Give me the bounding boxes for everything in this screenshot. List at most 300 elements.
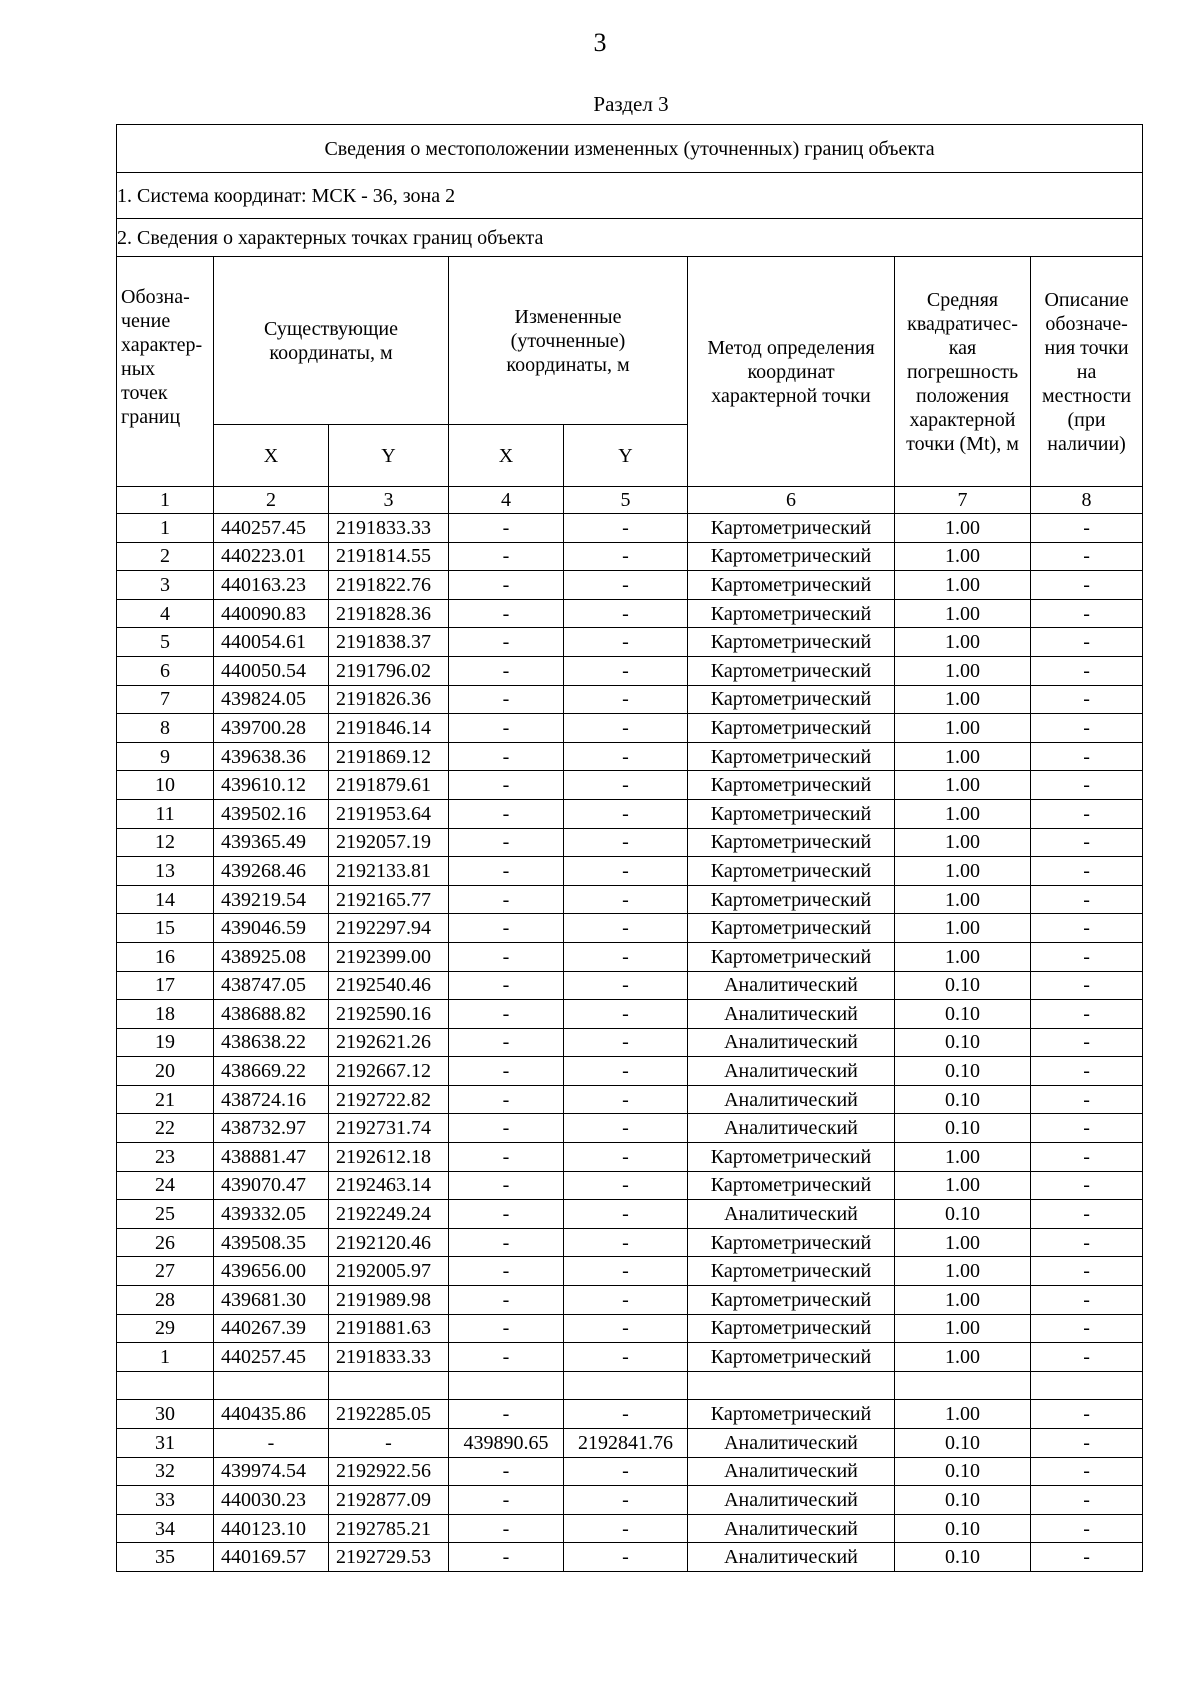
method-cell: Картометрический [688,1314,895,1343]
existing-x-cell: 440169.57 [214,1543,329,1572]
changed-x-cell: - [449,1257,564,1286]
mean-error-cell: 1.00 [895,914,1031,943]
changed-y-cell: - [564,1514,688,1543]
existing-y-cell: 2192785.21 [329,1514,449,1543]
changed-x-cell: - [449,599,564,628]
changed-y-cell: - [564,1286,688,1315]
description-cell: - [1031,1143,1143,1172]
point-number-cell: 18 [117,1000,214,1029]
changed-x-cell: - [449,1286,564,1315]
empty-cell [688,1371,895,1400]
table-row [117,742,1143,771]
existing-y-cell: 2191989.98 [329,1286,449,1315]
point-number-cell: 17 [117,971,214,1000]
description-cell: - [1031,1429,1143,1458]
changed-x-cell: - [449,1457,564,1486]
changed-y-cell: - [564,714,688,743]
description-cell: - [1031,542,1143,571]
changed-y-cell: - [564,828,688,857]
point-number-cell: 22 [117,1114,214,1143]
description-cell: - [1031,885,1143,914]
mean-error-cell: 0.10 [895,971,1031,1000]
method-cell: Картометрический [688,656,895,685]
header-designation: Обозна- чение характер- ных точек границ [117,257,214,487]
existing-x-cell: 439332.05 [214,1200,329,1229]
table-title: Сведения о местоположении измененных (уточненных) границ объекта [117,125,1143,173]
existing-x-cell: 439502.16 [214,799,329,828]
changed-y-cell: - [564,971,688,1000]
existing-x-cell: 439268.46 [214,857,329,886]
table-row [117,1171,1143,1200]
description-cell: - [1031,1000,1143,1029]
table-row [117,599,1143,628]
point-number-cell: 2 [117,542,214,571]
existing-y-cell: 2191869.12 [329,742,449,771]
existing-x-cell: 438881.47 [214,1143,329,1172]
existing-x-cell: - [214,1429,329,1458]
method-cell: Картометрический [688,799,895,828]
description-cell: - [1031,571,1143,600]
changed-x-cell: - [449,914,564,943]
changed-x-cell: - [449,542,564,571]
table-row [117,1000,1143,1029]
description-cell: - [1031,656,1143,685]
description-cell: - [1031,1543,1143,1572]
method-cell: Картометрический [688,942,895,971]
point-number-cell: 19 [117,1028,214,1057]
mean-error-cell: 0.10 [895,1429,1031,1458]
section-title: Раздел 3 [593,92,669,116]
changed-x-cell: - [449,1228,564,1257]
existing-y-cell: 2192285.05 [329,1400,449,1429]
mean-error-cell: 1.00 [895,1228,1031,1257]
method-cell: Картометрический [688,714,895,743]
point-number-cell: 15 [117,914,214,943]
existing-x-cell: 440267.39 [214,1314,329,1343]
point-number-cell: 33 [117,1486,214,1515]
method-cell: Картометрический [688,914,895,943]
method-cell: Картометрический [688,1343,895,1372]
header-row-1 [117,257,1143,425]
empty-cell [895,1371,1031,1400]
existing-x-cell: 440163.23 [214,571,329,600]
changed-x-cell: - [449,571,564,600]
existing-x-cell: 440050.54 [214,656,329,685]
method-cell: Картометрический [688,742,895,771]
point-number-cell: 32 [117,1457,214,1486]
page-number: 3 [593,28,607,57]
changed-y-cell: - [564,1200,688,1229]
table-row [117,514,1143,543]
table-row [117,942,1143,971]
changed-y-cell: - [564,914,688,943]
changed-x-cell: - [449,1543,564,1572]
method-cell: Аналитический [688,1514,895,1543]
method-cell: Аналитический [688,1085,895,1114]
header-y-existing: Y [329,425,449,487]
existing-x-cell: 440030.23 [214,1486,329,1515]
points-caption-row [117,219,1143,257]
table-row [117,1314,1143,1343]
existing-x-cell: 439365.49 [214,828,329,857]
changed-x-cell: - [449,1057,564,1086]
method-cell: Картометрический [688,571,895,600]
table-row [117,1343,1143,1372]
mean-error-cell: 0.10 [895,1457,1031,1486]
table-row [117,1457,1143,1486]
changed-x-cell: - [449,1028,564,1057]
point-number-cell: 3 [117,571,214,600]
mean-error-cell: 0.10 [895,1486,1031,1515]
mean-error-cell: 1.00 [895,885,1031,914]
changed-y-cell: - [564,1314,688,1343]
description-cell: - [1031,1514,1143,1543]
mean-error-cell: 1.00 [895,828,1031,857]
table-row [117,1486,1143,1515]
existing-y-cell: 2192165.77 [329,885,449,914]
mean-error-cell: 1.00 [895,1314,1031,1343]
method-cell: Картометрический [688,828,895,857]
description-cell: - [1031,914,1143,943]
mean-error-cell: 1.00 [895,514,1031,543]
changed-x-cell: - [449,971,564,1000]
existing-y-cell: 2191881.63 [329,1314,449,1343]
method-cell: Картометрический [688,599,895,628]
mean-error-cell: 1.00 [895,1257,1031,1286]
changed-y-cell: - [564,1085,688,1114]
existing-y-cell: 2191828.36 [329,599,449,628]
mean-error-cell: 0.10 [895,1543,1031,1572]
existing-x-cell: 439700.28 [214,714,329,743]
point-number-cell: 30 [117,1400,214,1429]
points-caption: 2. Сведения о характерных точках границ объекта [117,219,1143,257]
changed-y-cell: - [564,1028,688,1057]
changed-y-cell: - [564,1000,688,1029]
existing-y-cell: 2192057.19 [329,828,449,857]
existing-x-cell: 440435.86 [214,1400,329,1429]
point-number-cell: 12 [117,828,214,857]
method-cell: Картометрический [688,1400,895,1429]
changed-y-cell: - [564,1257,688,1286]
method-cell: Картометрический [688,1286,895,1315]
description-cell: - [1031,857,1143,886]
mean-error-cell: 1.00 [895,942,1031,971]
method-cell: Аналитический [688,1000,895,1029]
changed-y-cell: - [564,571,688,600]
changed-y-cell: - [564,857,688,886]
point-number-cell: 6 [117,656,214,685]
method-cell: Картометрический [688,1143,895,1172]
existing-y-cell: 2192722.82 [329,1085,449,1114]
changed-x-cell: - [449,942,564,971]
existing-x-cell: 439046.59 [214,914,329,943]
method-cell: Картометрический [688,628,895,657]
method-cell: Картометрический [688,542,895,571]
description-cell: - [1031,1257,1143,1286]
existing-y-cell: 2191846.14 [329,714,449,743]
table-row [117,1143,1143,1172]
description-cell: - [1031,799,1143,828]
mean-error-cell: 0.10 [895,1000,1031,1029]
point-number-cell: 28 [117,1286,214,1315]
existing-x-cell: 438747.05 [214,971,329,1000]
mean-error-cell: 0.10 [895,1028,1031,1057]
method-cell: Аналитический [688,971,895,1000]
table-row [117,1286,1143,1315]
method-cell: Аналитический [688,1543,895,1572]
existing-y-cell: 2192729.53 [329,1543,449,1572]
table-row [117,1514,1143,1543]
changed-x-cell: - [449,1514,564,1543]
existing-y-cell: 2191814.55 [329,542,449,571]
changed-x-cell: - [449,1486,564,1515]
changed-x-cell: - [449,742,564,771]
changed-y-cell: - [564,1486,688,1515]
table-row [117,656,1143,685]
existing-x-cell: 439974.54 [214,1457,329,1486]
existing-x-cell: 438688.82 [214,1000,329,1029]
existing-x-cell: 440257.45 [214,1343,329,1372]
changed-x-cell: - [449,771,564,800]
table-row [117,971,1143,1000]
changed-y-cell: - [564,656,688,685]
table-row [117,828,1143,857]
changed-y-cell: - [564,1228,688,1257]
existing-y-cell: 2192133.81 [329,857,449,886]
existing-x-cell: 439610.12 [214,771,329,800]
empty-cell [214,1371,329,1400]
column-number: 3 [329,487,449,514]
changed-x-cell: - [449,1171,564,1200]
description-cell: - [1031,942,1143,971]
description-cell: - [1031,1085,1143,1114]
table-row [117,1429,1143,1458]
changed-x-cell: - [449,1114,564,1143]
coord-system: 1. Система координат: МСК - 36, зона 2 [117,173,1143,219]
method-cell: Картометрический [688,1257,895,1286]
table-row [117,542,1143,571]
mean-error-cell: 0.10 [895,1085,1031,1114]
point-number-cell: 25 [117,1200,214,1229]
method-cell: Аналитический [688,1486,895,1515]
changed-y-cell: - [564,685,688,714]
description-cell: - [1031,1057,1143,1086]
description-cell: - [1031,685,1143,714]
description-cell: - [1031,971,1143,1000]
mean-error-cell: 1.00 [895,799,1031,828]
point-number-cell: 4 [117,599,214,628]
description-cell: - [1031,1200,1143,1229]
method-cell: Картометрический [688,885,895,914]
description-cell: - [1031,771,1143,800]
changed-y-cell: - [564,799,688,828]
method-cell: Картометрический [688,1228,895,1257]
mean-error-cell: 1.00 [895,1171,1031,1200]
table-row [117,1257,1143,1286]
existing-y-cell: 2192590.16 [329,1000,449,1029]
point-number-cell: 7 [117,685,214,714]
table-row [117,885,1143,914]
point-number-cell: 11 [117,799,214,828]
description-cell: - [1031,1343,1143,1372]
existing-y-cell: 2192731.74 [329,1114,449,1143]
existing-x-cell: 438638.22 [214,1028,329,1057]
existing-y-cell: 2191833.33 [329,514,449,543]
coord-system-row [117,173,1143,219]
existing-x-cell: 439638.36 [214,742,329,771]
point-number-cell: 16 [117,942,214,971]
point-number-cell: 10 [117,771,214,800]
mean-error-cell: 1.00 [895,857,1031,886]
existing-x-cell: 438724.16 [214,1085,329,1114]
table-row [117,571,1143,600]
method-cell: Аналитический [688,1057,895,1086]
changed-y-cell: - [564,599,688,628]
changed-y-cell: - [564,1457,688,1486]
changed-y-cell: - [564,771,688,800]
mean-error-cell: 1.00 [895,1143,1031,1172]
changed-x-cell: - [449,857,564,886]
header-existing: Существующие координаты, м [214,257,449,425]
changed-y-cell: - [564,1400,688,1429]
existing-y-cell: 2192922.56 [329,1457,449,1486]
changed-x-cell: - [449,828,564,857]
empty-cell [449,1371,564,1400]
changed-x-cell: - [449,1314,564,1343]
point-number-cell: 21 [117,1085,214,1114]
header-x-changed: X [449,425,564,487]
existing-x-cell: 440123.10 [214,1514,329,1543]
mean-error-cell: 0.10 [895,1057,1031,1086]
existing-y-cell: 2192621.26 [329,1028,449,1057]
description-cell: - [1031,714,1143,743]
point-number-cell: 1 [117,1343,214,1372]
point-number-cell: 1 [117,514,214,543]
boundary-points-table [116,124,1143,1572]
column-number: 7 [895,487,1031,514]
description-cell: - [1031,628,1143,657]
header-y-changed: Y [564,425,688,487]
table-title-row [117,125,1143,173]
description-cell: - [1031,1400,1143,1429]
point-number-cell: 29 [117,1314,214,1343]
column-number: 1 [117,487,214,514]
description-cell: - [1031,1486,1143,1515]
point-number-cell: 31 [117,1429,214,1458]
existing-y-cell: 2191796.02 [329,656,449,685]
header-method: Метод определения координат характерной точки [688,257,895,487]
point-number-cell: 14 [117,885,214,914]
description-cell: - [1031,742,1143,771]
method-cell: Аналитический [688,1200,895,1229]
changed-y-cell: 2192841.76 [564,1429,688,1458]
point-number-cell: 26 [117,1228,214,1257]
existing-y-cell: 2192463.14 [329,1171,449,1200]
changed-y-cell: - [564,942,688,971]
changed-x-cell: - [449,714,564,743]
description-cell: - [1031,1286,1143,1315]
existing-x-cell: 439508.35 [214,1228,329,1257]
empty-cell [117,1371,214,1400]
existing-y-cell: - [329,1429,449,1458]
existing-x-cell: 439656.00 [214,1257,329,1286]
mean-error-cell: 1.00 [895,656,1031,685]
mean-error-cell: 1.00 [895,742,1031,771]
method-cell: Картометрический [688,857,895,886]
existing-y-cell: 2191953.64 [329,799,449,828]
method-cell: Аналитический [688,1457,895,1486]
changed-x-cell: - [449,885,564,914]
existing-x-cell: 440257.45 [214,514,329,543]
existing-y-cell: 2192399.00 [329,942,449,971]
table-row [117,1028,1143,1057]
table-row [117,1543,1143,1572]
table-row [117,1228,1143,1257]
point-number-cell: 9 [117,742,214,771]
table-row [117,799,1143,828]
changed-y-cell: - [564,628,688,657]
changed-y-cell: - [564,1114,688,1143]
header-error: Средняя квадратичес- кая погрешность положения характерной точки (Mt), м [895,257,1031,487]
changed-y-cell: - [564,542,688,571]
existing-y-cell: 2192005.97 [329,1257,449,1286]
table-row [117,1057,1143,1086]
description-cell: - [1031,1314,1143,1343]
changed-x-cell: - [449,1343,564,1372]
changed-y-cell: - [564,1171,688,1200]
point-number-cell: 34 [117,1514,214,1543]
changed-x-cell: - [449,628,564,657]
table-row [117,628,1143,657]
changed-x-cell: - [449,1085,564,1114]
changed-y-cell: - [564,742,688,771]
existing-x-cell: 440090.83 [214,599,329,628]
mean-error-cell: 1.00 [895,571,1031,600]
point-number-cell: 8 [117,714,214,743]
separator-row [117,1371,1143,1400]
mean-error-cell: 1.00 [895,1343,1031,1372]
changed-x-cell: - [449,685,564,714]
changed-x-cell: - [449,1400,564,1429]
changed-x-cell: - [449,514,564,543]
point-number-cell: 23 [117,1143,214,1172]
table-row [117,1085,1143,1114]
existing-y-cell: 2192877.09 [329,1486,449,1515]
changed-y-cell: - [564,885,688,914]
column-number: 2 [214,487,329,514]
description-cell: - [1031,828,1143,857]
mean-error-cell: 1.00 [895,1400,1031,1429]
changed-y-cell: - [564,514,688,543]
column-number: 8 [1031,487,1143,514]
existing-x-cell: 439070.47 [214,1171,329,1200]
description-cell: - [1031,1114,1143,1143]
changed-x-cell: - [449,1000,564,1029]
method-cell: Аналитический [688,1114,895,1143]
mean-error-cell: 1.00 [895,714,1031,743]
existing-x-cell: 439219.54 [214,885,329,914]
mean-error-cell: 0.10 [895,1200,1031,1229]
table-row [117,1200,1143,1229]
existing-y-cell: 2192249.24 [329,1200,449,1229]
description-cell: - [1031,514,1143,543]
method-cell: Картометрический [688,1171,895,1200]
table-row [117,714,1143,743]
empty-cell [1031,1371,1143,1400]
existing-y-cell: 2192612.18 [329,1143,449,1172]
table-row [117,771,1143,800]
point-number-cell: 5 [117,628,214,657]
